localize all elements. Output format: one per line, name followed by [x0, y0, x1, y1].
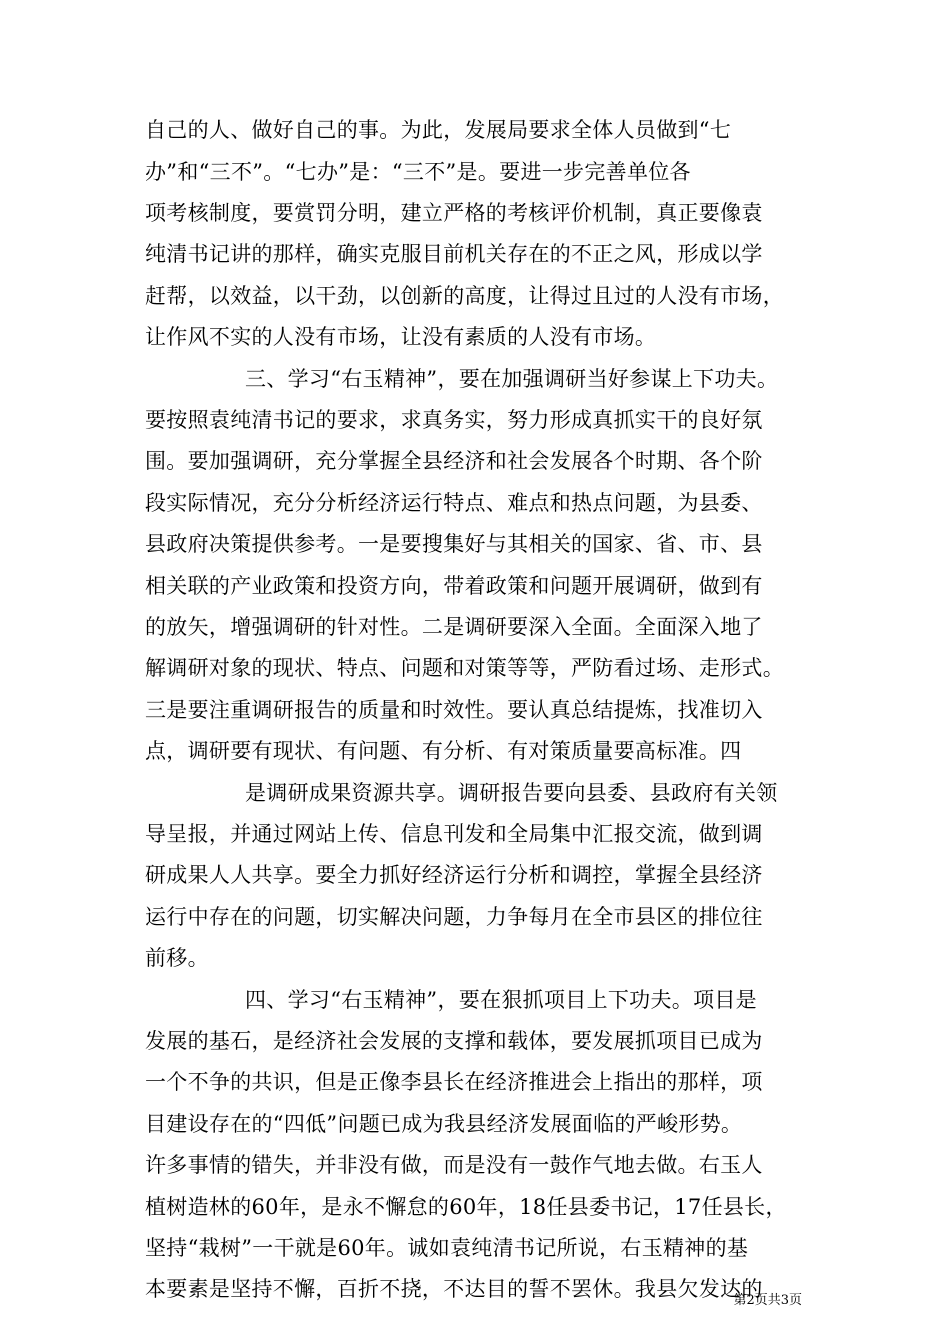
- text-line: 解调研对象的现状、特点、问题和对策等等，严防看过场、走形式。: [145, 656, 784, 680]
- text-line: 纯清书记讲的那样，确实克服目前机关存在的不正之风，形成以学: [145, 242, 763, 266]
- text-line: 本要素是坚持不懈，百折不挠，不达目的誓不罢休。我县欠发达的: [145, 1277, 763, 1301]
- text-line: 围。要加强调研，充分掌握全县经济和社会发展各个时期、各个阶: [145, 449, 763, 473]
- text-line: 一个不争的共识，但是正像李县长在经济推进会上指出的那样，项: [145, 1070, 763, 1094]
- section-heading-line: 四、学习“右玉精神”，要在狠抓项目上下功夫。项目是: [245, 988, 757, 1012]
- text-line: 的放矢，增强调研的针对性。二是调研要深入全面。全面深入地了: [145, 615, 763, 639]
- text-line: 相关联的产业政策和投资方向，带着政策和问题开展调研，做到有: [145, 574, 763, 598]
- text-line: 许多事情的错失，并非没有做，而是没有一鼓作气地去做。右玉人: [145, 1153, 763, 1177]
- text-line: 自己的人、做好自己的事。为此，发展局要求全体人员做到“七: [145, 118, 732, 142]
- text-line: 三是要注重调研报告的质量和时效性。要认真总结提炼，找准切入: [145, 698, 763, 722]
- text-line: 让作风不实的人没有市场，让没有素质的人没有市场。: [145, 325, 657, 349]
- text-line: 导呈报，并通过网站上传、信息刊发和全局集中汇报交流，做到调: [145, 822, 763, 846]
- page-number: 第2页共3页: [733, 1293, 802, 1308]
- text-line: 赶帮，以效益，以干劲，以创新的高度，让得过且过的人没有市场，: [145, 284, 784, 308]
- text-line: 段实际情况，充分分析经济运行特点、难点和热点问题，为县委、: [145, 491, 763, 515]
- text-line: 研成果人人共享。要全力抓好经济运行分析和调控，掌握全县经济: [145, 863, 763, 887]
- text-line: 坚持“栽树”一干就是60年。诚如袁纯清书记所说，右玉精神的基: [145, 1236, 749, 1260]
- text-line: 县政府决策提供参考。一是要搜集好与其相关的国家、省、市、县: [145, 532, 763, 556]
- text-line: 发展的基石，是经济社会发展的支撑和载体，要发展抓项目已成为: [145, 1029, 763, 1053]
- text-line: 前移。: [145, 946, 209, 970]
- text-line: 点，调研要有现状、有问题、有分析、有对策质量要高标准。四: [145, 739, 742, 763]
- text-line: 项考核制度，要赏罚分明，建立严格的考核评价机制，真正要像袁: [145, 201, 763, 225]
- section-heading-line: 三、学习“右玉精神”，要在加强调研当好参谋上下功夫。: [245, 367, 779, 391]
- text-line: 目建设存在的“四低”问题已成为我县经济发展面临的严峻形势。: [145, 1112, 743, 1136]
- text-line: 是调研成果资源共享。调研报告要向县委、县政府有关领: [245, 781, 778, 805]
- text-line: 植树造林的60年，是永不懈怠的60年，18任县委书记，17任县长，: [145, 1195, 787, 1219]
- text-line: 办”和“三不”。“七办”是：“三不”是。要进一步完善单位各: [145, 160, 691, 184]
- text-line: 运行中存在的问题，切实解决问题，力争每月在全市县区的排位往: [145, 905, 763, 929]
- text-line: 要按照袁纯清书记的要求，求真务实，努力形成真抓实干的良好氛: [145, 408, 763, 432]
